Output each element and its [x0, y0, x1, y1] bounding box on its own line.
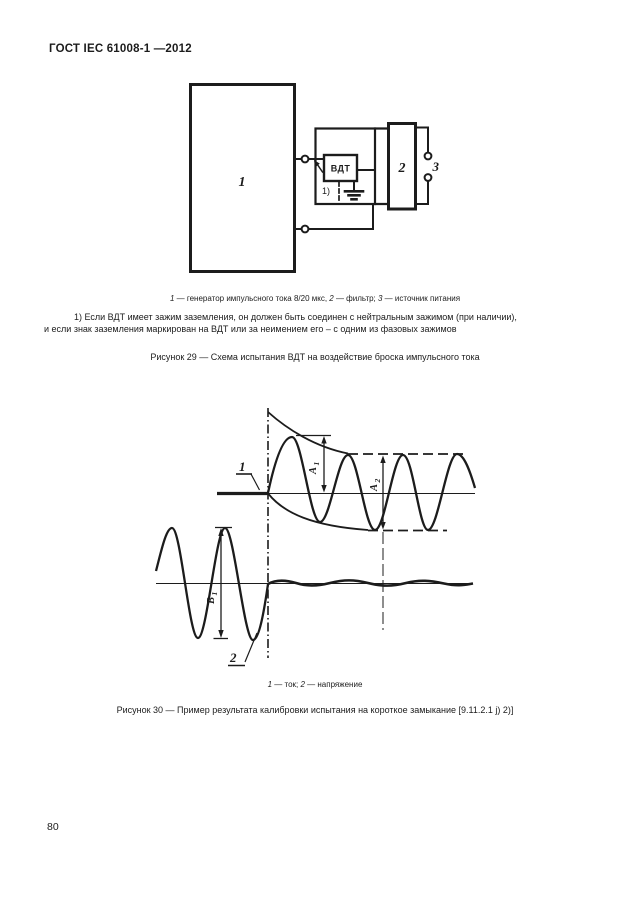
dim-b1-letter: B: [206, 596, 217, 604]
vdt-label: ВДТ: [330, 163, 351, 174]
fig29-caption: Рисунок 29 — Схема испытания ВДТ на воздействие броска импульсного тока: [150, 352, 480, 362]
supply-terminal-top-icon: [425, 153, 432, 160]
legend-num-3: 3: [378, 294, 383, 303]
legend-text-1: — генератор импульсного тока 8/20 мкс,: [174, 294, 330, 303]
dim-b1-sub: 1: [210, 591, 219, 596]
current-trace-label: 1: [239, 459, 246, 474]
figure29-circuit-diagram: [180, 78, 460, 300]
legend30-num-1: 1: [267, 680, 273, 689]
dim-a1-label: [308, 462, 321, 475]
note-line-2: и если знак заземления маркирован на ВДТ или за неимением его – с одним из фазовых зажимов: [44, 323, 457, 334]
dim-b1-label: [206, 592, 219, 605]
legend30-num-2: 2: [300, 680, 305, 689]
supply-terminal-bottom-icon: [425, 174, 432, 181]
legend-text-3: — источник питания: [382, 294, 461, 303]
fig30-caption: Рисунок 30 — Пример результата калибровки испытания на короткое замыкание [9.11.2.1 j) 2)]: [116, 705, 514, 715]
earth-terminal-note: [44, 312, 596, 335]
legend30-text-2: — напряжение: [304, 680, 363, 689]
legend30-text-1: — ток;: [272, 680, 301, 689]
supply-wires: [416, 128, 429, 205]
dim-a2-sub: 2: [373, 478, 382, 483]
page-header: ГОСТ IEC 61008-1 —2012: [49, 43, 192, 55]
generator-terminal-top-icon: [302, 156, 309, 163]
page-number: 80: [47, 821, 59, 833]
legend-text-2: — фильтр;: [333, 294, 378, 303]
voltage-trace-collapsed: [268, 580, 473, 585]
trace-label-leaders: [228, 474, 260, 666]
generator-terminal-bottom-icon: [302, 226, 309, 233]
fig29-legend: [0, 294, 630, 303]
dim-a1-letter: A: [308, 466, 319, 474]
filter-label: 2: [398, 161, 406, 176]
generator-label: 1: [238, 175, 246, 190]
legend-num-2: 2: [329, 294, 334, 303]
earth-ground-icon: [345, 181, 363, 199]
source-label: 3: [432, 159, 439, 174]
dim-a2-letter: A: [369, 483, 380, 491]
fig30-legend: [0, 680, 630, 689]
legend-num-1: 1: [169, 294, 175, 303]
figure30-waveform-diagram: [140, 400, 492, 672]
note-line-1: 1) Если ВДТ имеет зажим заземления, он должен быть соединен с нейтральным зажимом (при наличии),: [74, 312, 517, 322]
dim-a2-label: [369, 479, 382, 493]
dim-a1-sub: 1: [312, 461, 321, 466]
voltage-trace-label: 2: [230, 650, 237, 665]
earth-note-ref: 1): [322, 186, 331, 196]
